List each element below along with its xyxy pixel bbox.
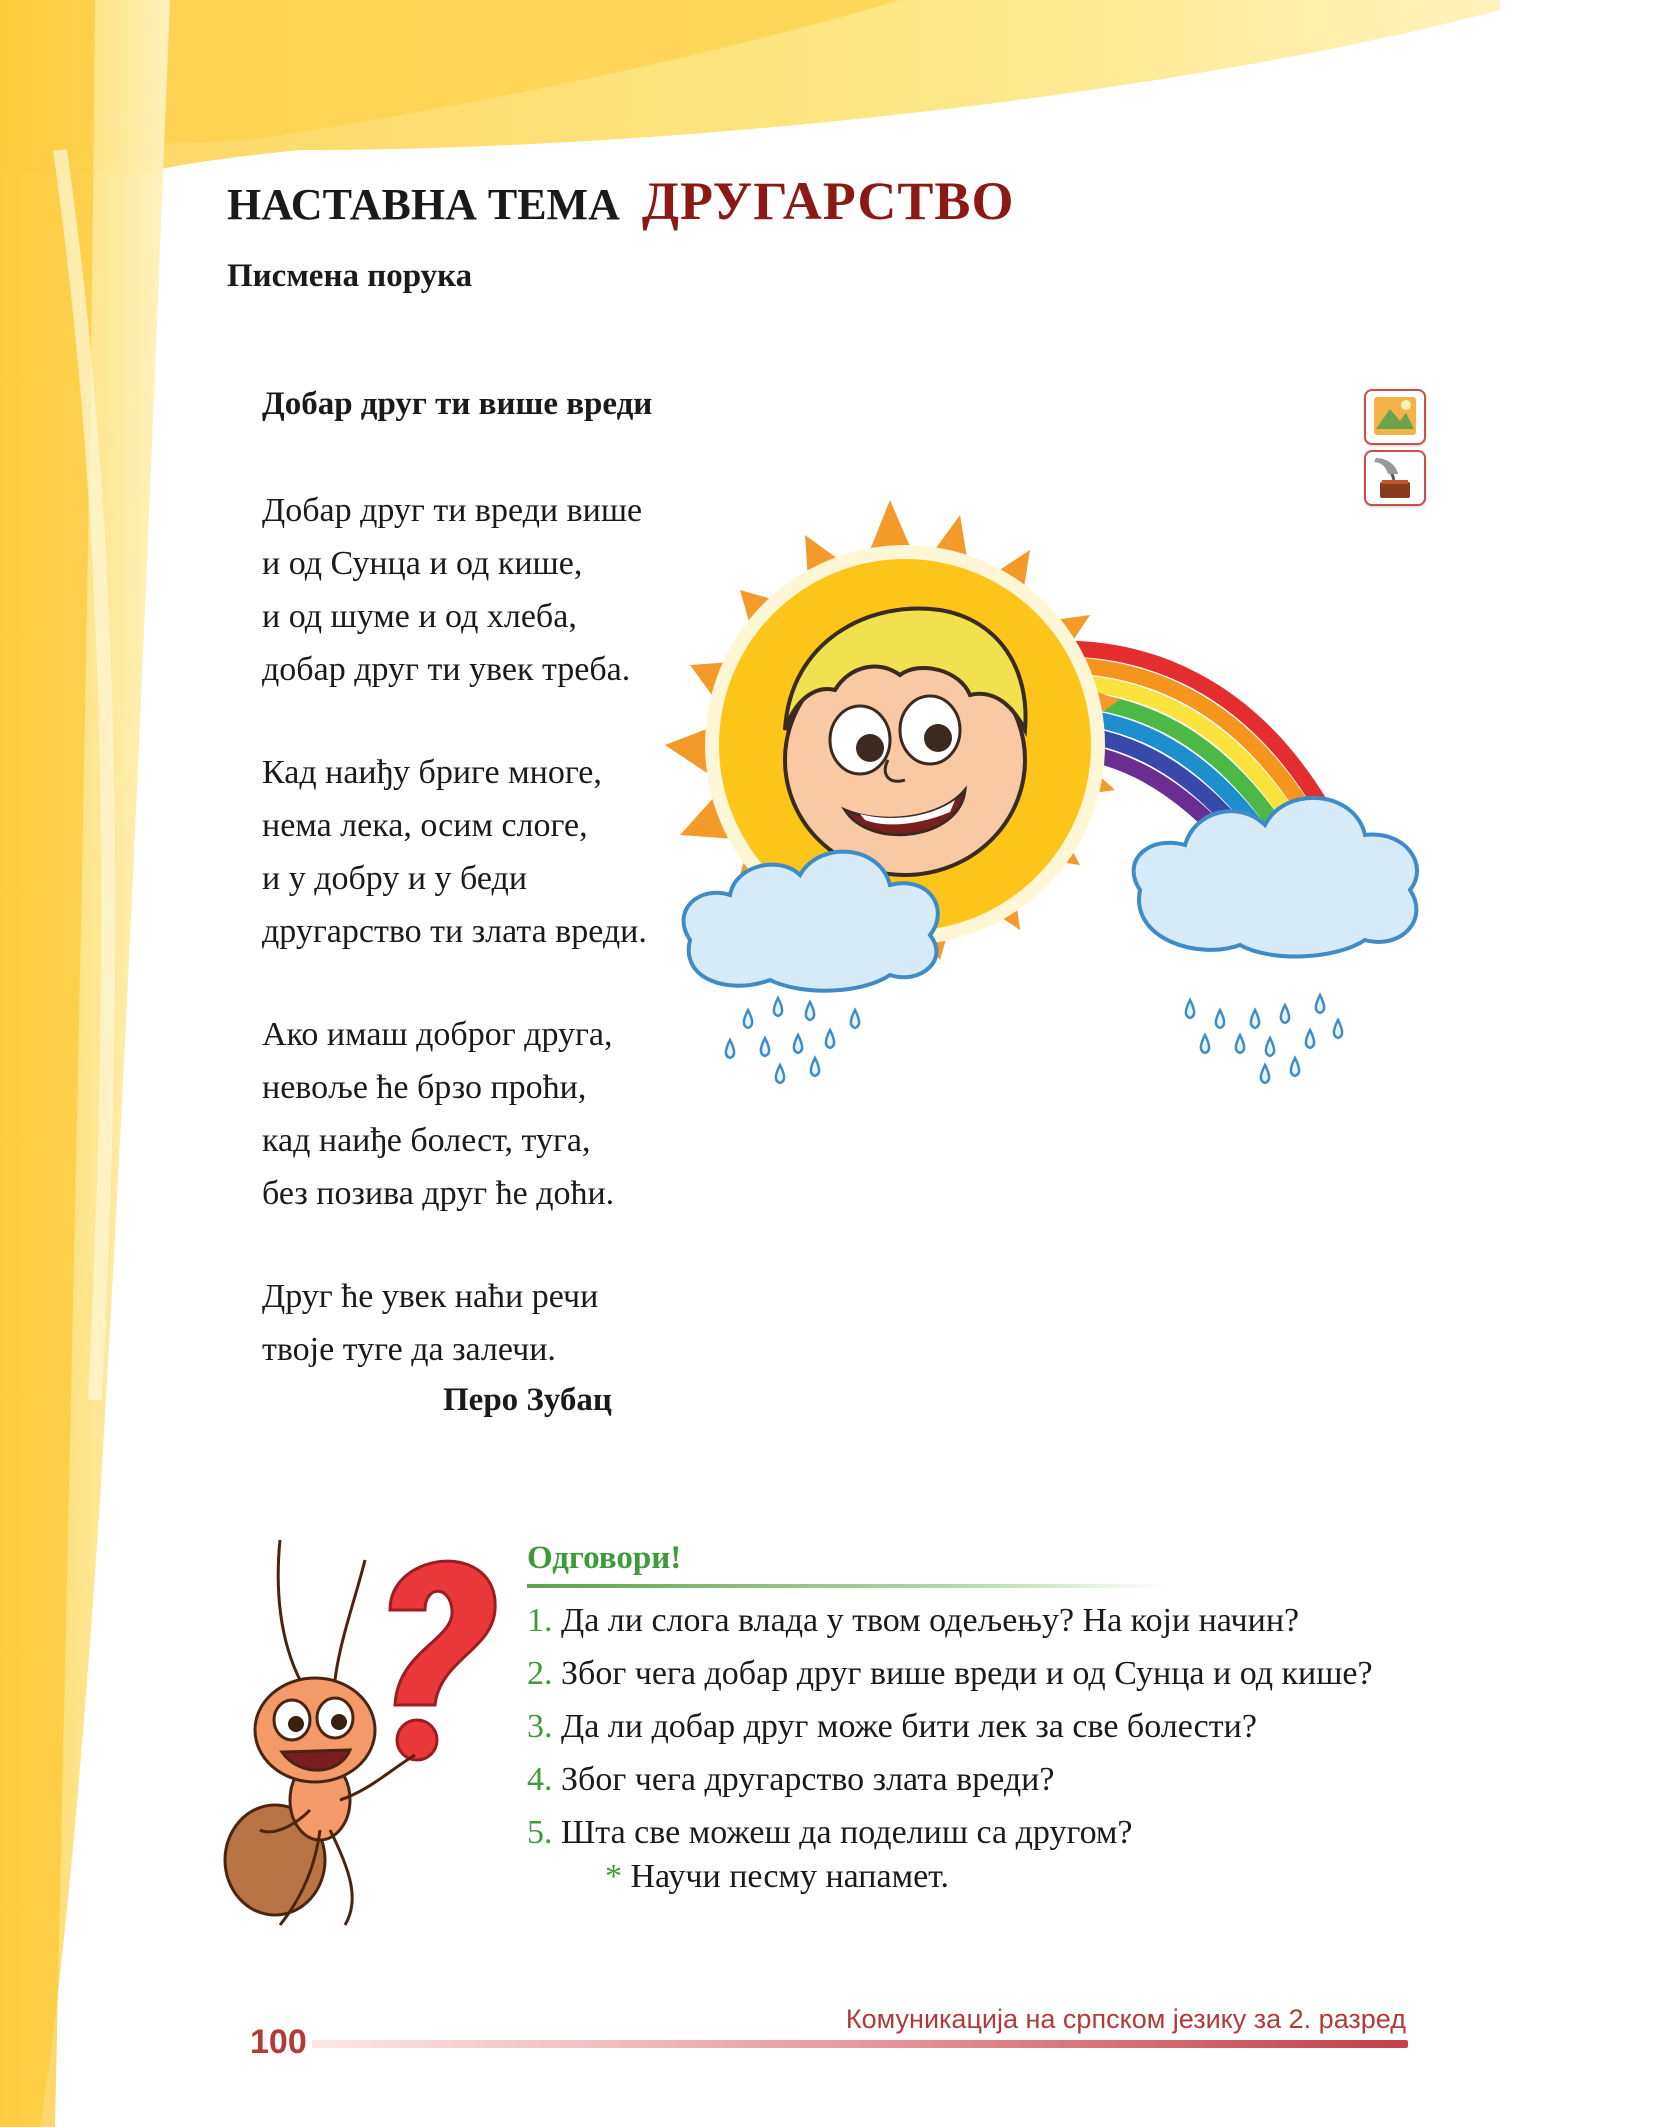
sun-rainbow-illustration [620,490,1450,1110]
question-item [527,1806,1373,1859]
page-number: 100 [250,2023,307,2061]
question-number: 3. [527,1708,553,1745]
question-text: Да ли добар друг може бити лек за све болести? [561,1708,1257,1745]
question-number: 1. [527,1602,553,1639]
exercise-title-underline [527,1584,1167,1588]
exercise-title: Одговори! [527,1540,682,1576]
ant-question-illustration [220,1530,510,1940]
poem-line: Ако имаш доброг друга, [262,1016,613,1053]
poem-line: и у добру и у беди [262,860,528,897]
question-item [527,1753,1373,1806]
question-mark-icon [390,1561,495,1760]
topic-name: ДРУГАРСТВО [641,171,1015,231]
poem-line: и од шуме и од хлеба, [262,598,577,635]
book-title: Комуникација на српском језику за 2. разред [845,2004,1406,2034]
poem-title: Добар друг ти више вреди [262,386,653,422]
note-text: Научи песму напамет. [630,1858,949,1895]
question-text: Због чега другарство злата вреди? [561,1761,1055,1798]
poem-line: кад наиђе болест, туга, [262,1122,591,1159]
poem-stanza [262,484,642,696]
question-list [527,1594,1373,1859]
poem-stanza [262,746,647,958]
question-number: 4. [527,1761,553,1798]
cloud-right [1134,798,1417,957]
poem-line: твоје туге да залечи. [262,1331,556,1368]
poem-line: Кад наиђу бриге многе, [262,754,602,791]
note-star: * [605,1858,622,1895]
poem-line: добар друг ти увек треба. [262,651,631,688]
poem-line: нема лека, осим слоге, [262,807,588,844]
image-gallery-icon [1366,391,1424,443]
question-item [527,1594,1373,1647]
topic-label: НАСТАВНА ТЕМА [227,180,620,229]
memorize-note [605,1858,949,1896]
poem-line: и од Сунца и од кише, [262,545,583,582]
poem-line: невоље ће брзо проћи, [262,1069,587,1106]
poem-author: Перо Зубац [443,1382,612,1418]
poem-stanza [262,1270,598,1376]
poem-line: Друг ће увек наћи речи [262,1278,599,1315]
question-text: Да ли слога влада у твом одељењу? На који начин? [561,1602,1300,1639]
question-text: Због чега добар друг више вреди и од Сунца и од кише? [561,1655,1373,1692]
question-item [527,1647,1373,1700]
question-number: 2. [527,1655,553,1692]
poem-line: без позива друг ће доћи. [262,1175,615,1212]
poem-line: другарство ти злата вреди. [262,913,647,950]
question-number: 5. [527,1814,553,1851]
raindrops [726,995,1342,1083]
poem-line: Добар друг ти вреди више [262,492,643,529]
image-gallery-button[interactable] [1364,389,1426,445]
boy-face [785,609,1026,876]
page-heading [227,170,1014,232]
footer-line [312,2040,1408,2048]
ant [225,1540,415,1925]
poem-stanza [262,1008,614,1220]
section-title: Писмена порука [227,258,473,294]
question-item [527,1700,1373,1753]
question-text: Шта све можеш да поделиш са другом? [561,1814,1133,1851]
